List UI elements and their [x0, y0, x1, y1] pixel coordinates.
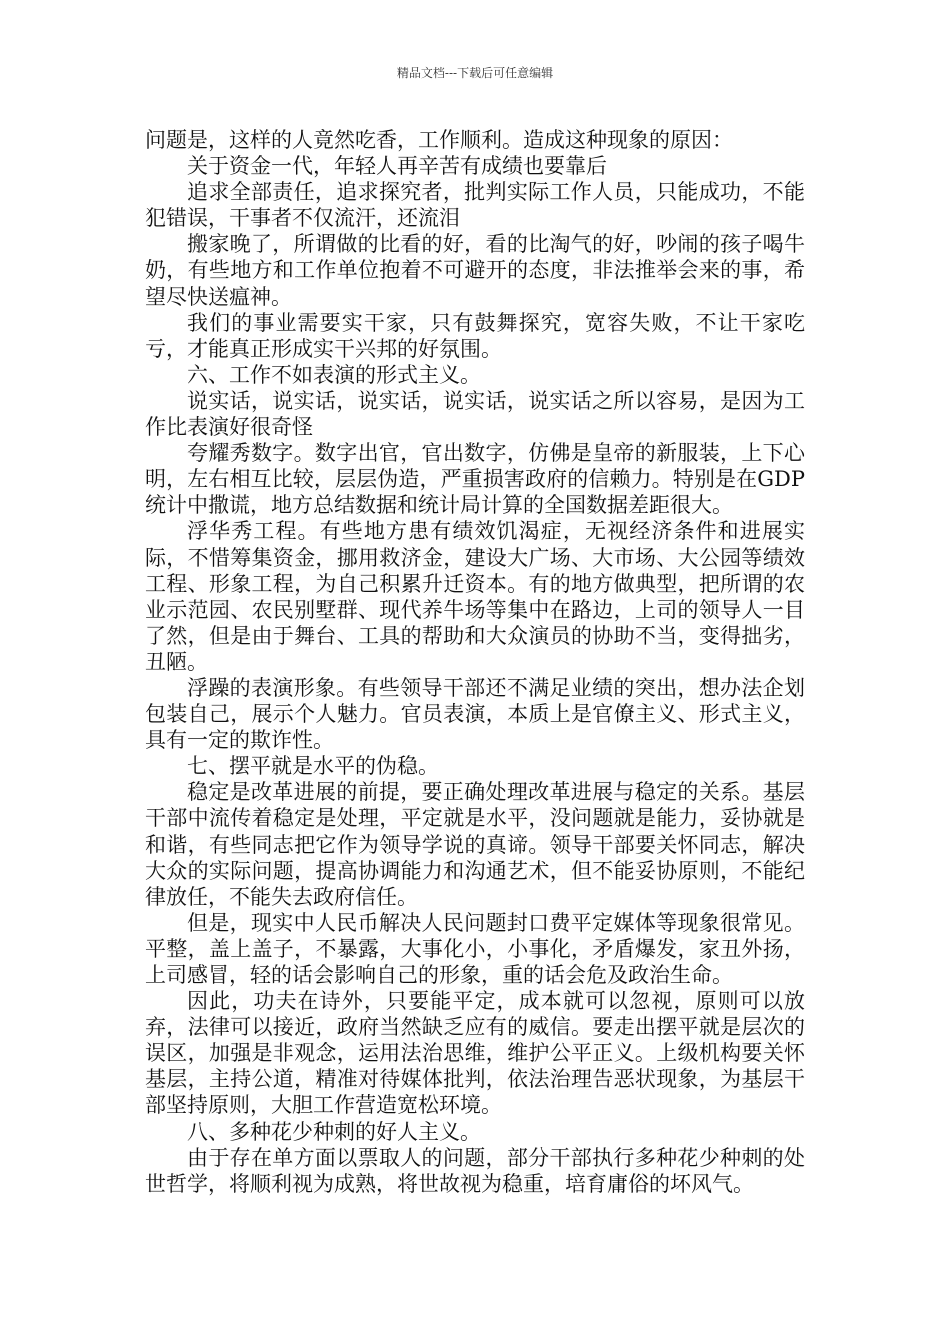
- section-heading: 六、工作不如表演的形式主义。: [187, 362, 481, 387]
- paragraph: 稳定是改革进展的前提，要正确处理改革进展与稳定的关系。基层干部中流传着稳定是处理，平定就是水平，没问题就是能力，妥协就是和谐，有些同志把它作为领导学说的真谛。领导干部要关怀同志，解决大众的实际问题，提高协调能力和沟通艺术，但不能妥协原则，不能纪律放任，不能失去政府信任。: [145, 780, 805, 909]
- paragraph: 我们的事业需要实干家，只有鼓舞探究，宽容失败，不让干家吃亏，才能真正形成实干兴邦的好氛围。: [145, 310, 805, 361]
- paragraph: 说实话，说实话，说实话，说实话，说实话之所以容易，是因为工作比表演好很奇怪: [145, 388, 805, 440]
- paragraph: 但是，现实中人民币解决人民问题封口费平定媒体等现象很常见。平整，盖上盖子，不暴露，大事化小，小事化，矛盾爆发，家丑外扬，上司感冒，轻的话会影响自己的形象，重的话会危及政治生命。: [145, 910, 805, 987]
- paragraph: 关于资金一代，年轻人再辛苦有成绩也要靠后: [187, 154, 607, 179]
- document-body: [145, 127, 805, 1197]
- section-heading: 七、摆平就是水平的伪稳。: [187, 754, 439, 779]
- paragraph: 浮躁的表演形象。有些领导干部还不满足业绩的突出，想办法企划包装自己，展示个人魅力。官员表演，本质上是官僚主义、形式主义，具有一定的欺诈性。: [145, 675, 805, 753]
- paragraph: 由于存在单方面以票取人的问题，部分干部执行多种花少种刺的处世哲学，将顺利视为成熟，将世故视为稳重，培育庸俗的坏风气。: [145, 1145, 805, 1196]
- paragraph: 因此，功夫在诗外，只要能平定，成本就可以忽视，原则可以放弃，法律可以接近，政府当然缺乏应有的威信。要走出摆平就是层次的误区，加强是非观念，运用法治思维，维护公平正义。上级机构要关怀基层，主持公道，精准对待媒体批判，依法治理告恶状现象，为基层干部坚持原则，大胆工作营造宽松环境。: [145, 989, 805, 1118]
- paragraph: 问题是，这样的人竟然吃香，工作顺利。造成这种现象的原因：: [145, 128, 733, 152]
- paragraph: 搬家晚了，所谓做的比看的好，看的比淘气的好，吵闹的孩子喝牛奶，有些地方和工作单位抱着不可避开的态度，非法推举会来的事，希望尽快送瘟神。: [145, 232, 805, 309]
- paragraph: 浮华秀工程。有些地方患有绩效饥渴症，无视经济条件和进展实际，不惜筹集资金，挪用救济金，建设大广场、大市场、大公园等绩效工程、形象工程，为自己积累升迁资本。有的地方做典型，把所谓的农业示范园、农民别墅群、现代养牛场等集中在路边，上司的领导人一目了然，但是由于舞台、工具的帮助和大众演员的协助不当，变得拙劣，丑陋。: [145, 519, 805, 674]
- paragraph: 夸耀秀数字。数字出官，官出数字，仿佛是皇帝的新服装，上下心明，左右相互比较，层层伪造，严重损害政府的信赖力。特别是在GDP统计中撒谎，地方总结数据和统计局计算的全国数据差距很大。: [145, 441, 805, 518]
- section-heading: 八、多种花少种刺的好人主义。: [187, 1119, 481, 1144]
- page-header: 精品文档---下载后可任意编辑: [396, 66, 554, 80]
- paragraph: 追求全部责任，追求探究者，批判实际工作人员，只能成功，不能犯错误，干事者不仅流汗，还流泪: [145, 180, 805, 231]
